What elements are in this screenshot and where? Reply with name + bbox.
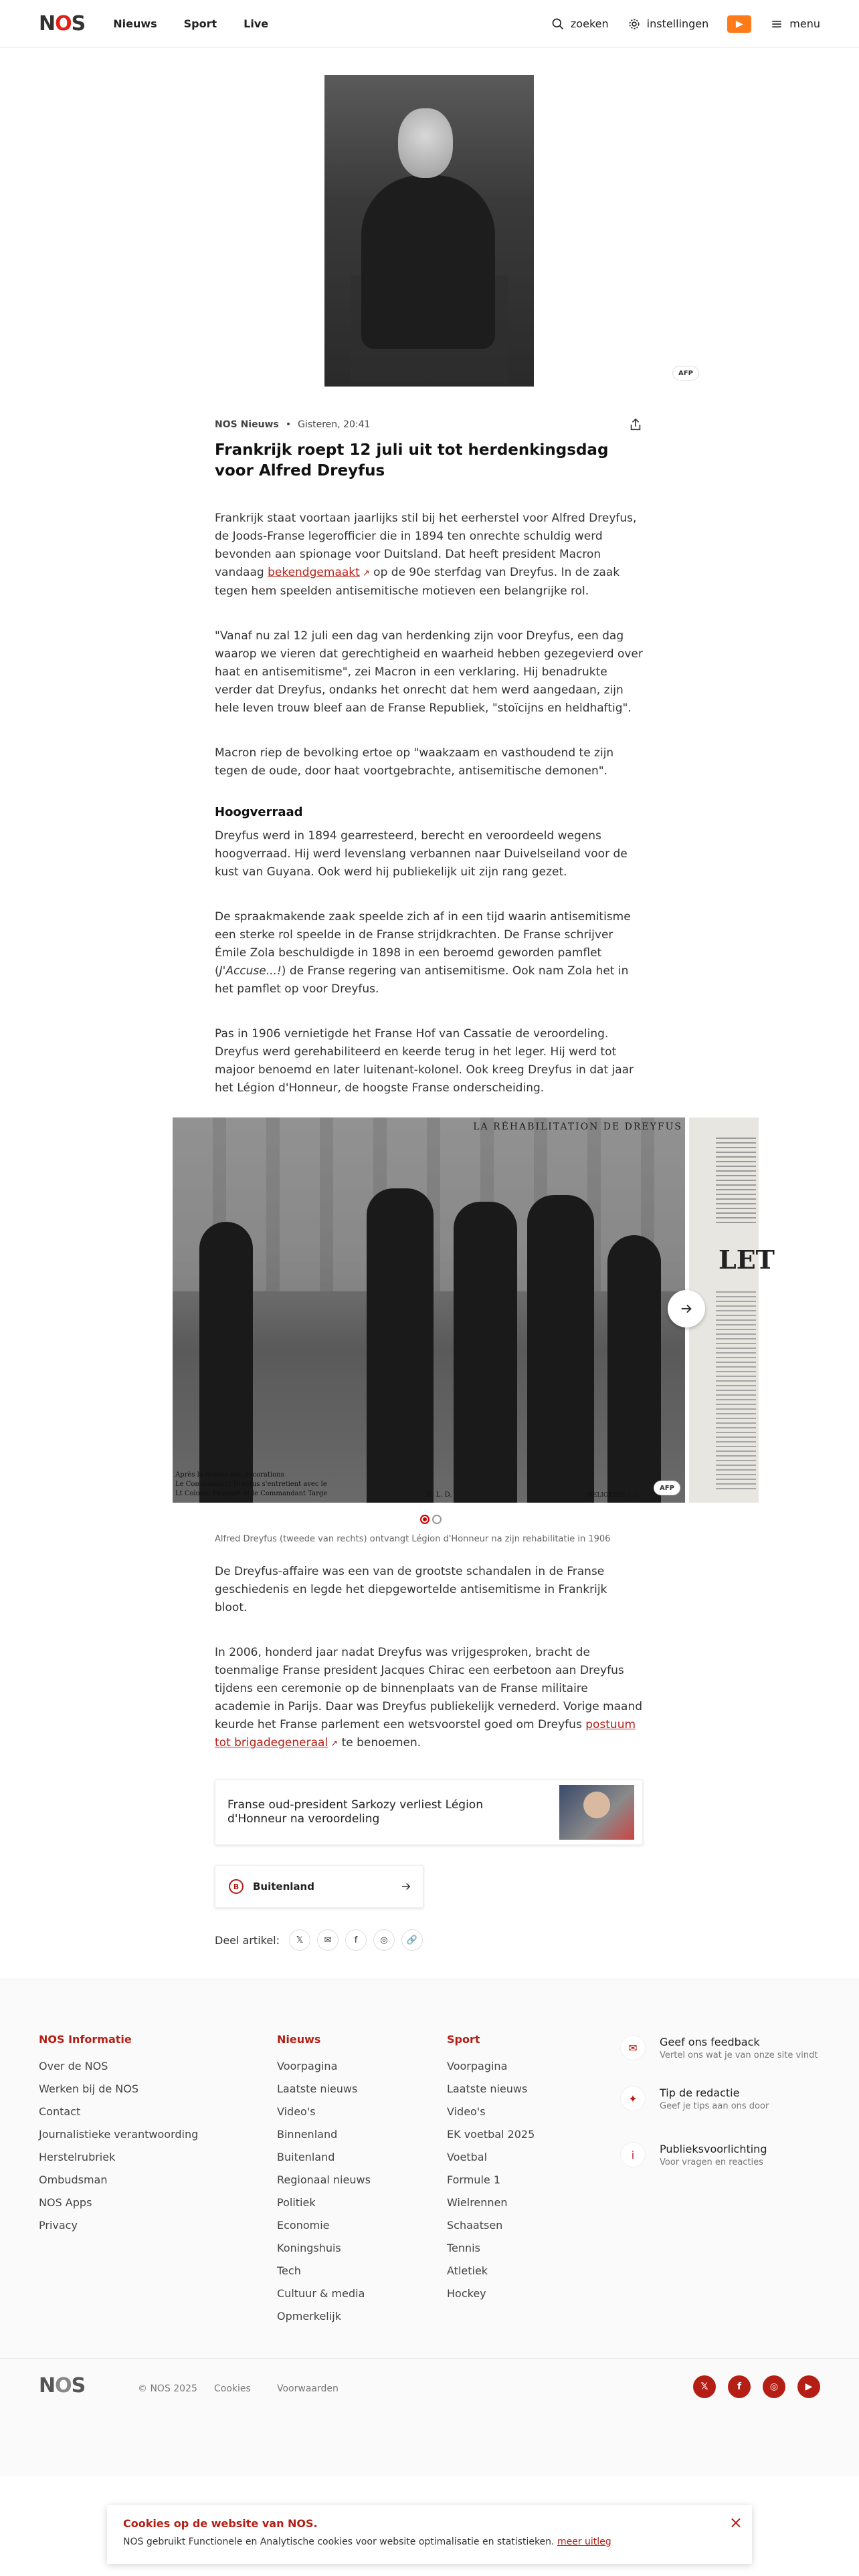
section-heading: Hoogverraad (215, 805, 303, 819)
image-gallery (0, 1117, 859, 1545)
footer-link[interactable]: Economie (277, 2219, 330, 2232)
footer-link[interactable]: Tech (277, 2264, 301, 2277)
copyright: © NOS 2025 (138, 2383, 197, 2394)
hamburger-icon (770, 17, 783, 31)
cookie-body: NOS gebruikt Functionele en Analytische cookies voor website optimalisatie en statistieken. meer uitleg (123, 2537, 611, 2547)
paragraph-7: De Dreyfus-affaire was een van de grootste schandalen in de Franse geschiedenis en legde het diepgewortelde antisemitisme in Frankrijk bloot. (215, 1565, 607, 1614)
footer-link[interactable]: Journalistieke verantwoording (39, 2128, 199, 2141)
youtube-social-icon[interactable]: ▶ (797, 2375, 820, 2398)
article-body-continued (215, 1563, 643, 1953)
feedback-icon: ✉ (621, 2036, 645, 2060)
gallery-caption: Alfred Dreyfus (tweede van rechts) ontvangt Légion d'Honneur na zijn rehabilitatie in 1906 (215, 1534, 611, 1544)
footer-link[interactable]: Over de NOS (39, 2060, 108, 2072)
tag-buitenland[interactable] (215, 1865, 423, 1908)
whatsapp-share-icon[interactable]: ◎ (373, 1929, 395, 1951)
instagram-social-icon[interactable]: ◎ (763, 2375, 785, 2398)
publieksvoorlichting-link[interactable]: i Publieksvoorlichting Voor vragen en reacties (621, 2143, 828, 2168)
footer-logo[interactable]: NOS (39, 2374, 86, 2397)
footer-link[interactable]: EK voetbal 2025 (447, 2128, 535, 2141)
share-bar (215, 1927, 643, 1953)
footer-link[interactable]: Video's (277, 2105, 316, 2118)
gallery-next-button[interactable] (668, 1290, 705, 1327)
globe-icon: B (229, 1879, 244, 1894)
cookie-more-link[interactable]: meer uitleg (557, 2537, 611, 2547)
footer-link[interactable]: Opmerkelijk (277, 2310, 341, 2323)
gallery-pagination (420, 1515, 442, 1524)
article-body (215, 415, 643, 1097)
paragraph-6: Pas in 1906 vernietigde het Franse Hof van Cassatie de veroordeling. Dreyfus werd gerehabiliteerd en keerde terug in het leger. Hij werd tot majoor benoemd en later luitenant-kolonel. Ook kreeg Dreyfus in dat jaar het Légion d'Honneur, de hoogste Franse onderscheiding. (215, 1027, 634, 1095)
footer-link[interactable]: Politiek (277, 2196, 316, 2209)
article-time: Gisteren, 20:41 (298, 419, 371, 430)
related-article-thumbnail (559, 1785, 634, 1840)
settings-label: instellingen (646, 17, 709, 30)
footer-link[interactable]: Voorpagina (277, 2060, 338, 2072)
arrow-right-icon (679, 1301, 694, 1316)
mail-share-icon[interactable]: ✉ (317, 1929, 339, 1951)
slide2-headline: LET (719, 1245, 775, 1275)
feedback-link[interactable]: ✉ Geef ons feedback Vertel ons wat je van onze site vindt (621, 2036, 828, 2061)
footer-cookies-link[interactable]: Cookies (214, 2383, 251, 2394)
settings-button[interactable] (628, 17, 709, 31)
footer-link[interactable]: Hockey (447, 2287, 486, 2300)
hero-credit-badge: AFP (673, 366, 698, 380)
footer-link[interactable]: Laatste nieuws (447, 2082, 528, 2095)
external-link-icon: ↗ (359, 568, 370, 578)
footer-link[interactable]: Contact (39, 2105, 81, 2118)
gallery-credit-badge: AFP (654, 1481, 680, 1495)
footer-link[interactable]: Voetbal (447, 2151, 488, 2163)
share-icon[interactable] (628, 417, 643, 432)
gallery-slide-1[interactable]: LA RÉHABILITATION DE DREYFUS Après la remise des décorations Le Commandant Dreyfus s'entretient avec le Lt Colonel Picquart et le Commandant Targe E. L. D. HELIOTYPE, L.L. (173, 1117, 685, 1503)
external-link-icon: ↗ (328, 1739, 339, 1749)
footer-link[interactable]: Herstelrubriek (39, 2151, 116, 2163)
footer-col-nos-informatie: NOS Informatie Over de NOS Werken bij de NOS Contact Journalistieke verantwoording Herstelrubriek Ombudsman NOS Apps Privacy (39, 2033, 198, 2237)
footer-link[interactable]: Laatste nieuws (277, 2082, 358, 2095)
footer-link[interactable]: Koningshuis (277, 2242, 341, 2254)
site-footer (0, 1979, 859, 2476)
search-button[interactable] (551, 17, 609, 31)
menu-label: menu (789, 17, 820, 30)
footer-link[interactable]: Buitenland (277, 2151, 335, 2163)
footer-link[interactable]: Video's (447, 2105, 486, 2118)
slide-caption-text: Après la remise des décorations Le Commandant Dreyfus s'entretient avec le Lt Colonel Picquart et le Commandant Targe (175, 1471, 328, 1497)
related-article-title: Franse oud-president Sarkozy verliest Légion d'Honneur na veroordeling (227, 1798, 483, 1826)
footer-link[interactable]: Wielrennen (447, 2196, 508, 2209)
footer-link[interactable]: Cultuur & media (277, 2287, 365, 2300)
article-title: Frankrijk roept 12 juli uit tot herdenkingsdag voor Alfred Dreyfus (215, 441, 609, 479)
gallery-dot-2[interactable] (432, 1515, 442, 1524)
nos-logo[interactable]: NOS (39, 12, 86, 35)
paragraph-1: Frankrijk staat voortaan jaarlijks stil bij het eerherstel voor Alfred Dreyfus, de Joods-Franse legerofficier die in 1894 ten onrechte schuldig werd bevonden aan spionage voor Duitsland. Dat heeft president Macron vandaag bekendgemaakt ↗ op de 90e sterfdag van Dreyfus. In de zaak tegen hem speelden antisemitische motieven een belangrijke rol. (215, 512, 637, 598)
footer-link[interactable]: Voorpagina (447, 2060, 508, 2072)
hero-section (0, 48, 859, 396)
footer-link[interactable]: Tennis (447, 2242, 480, 2254)
footer-link[interactable]: Formule 1 (447, 2173, 500, 2186)
nav-nieuws[interactable]: Nieuws (113, 17, 157, 30)
nav-live[interactable]: Live (244, 17, 269, 30)
paragraph-2: "Vanaf nu zal 12 juli een dag van herdenking zijn voor Dreyfus, een dag waarop we vieren dat gerechtigheid en waarheid hebben gezegevierd over haat en antisemitisme", zei Macron in een verklaring. Hij benadrukte verder dat Dreyfus, ondanks het onrecht dat hem werd aangedaan, zijn hele leven trouw bleef aan de Franse Republiek, "stoïcijns en heldhaftig". (215, 629, 643, 715)
footer-link[interactable]: NOS Apps (39, 2196, 92, 2209)
footer-link[interactable]: Atletiek (447, 2264, 488, 2277)
footer-col-nieuws: Nieuws Voorpagina Laatste nieuws Video's Binnenland Buitenland Regionaal nieuws Politiek Economie Koningshuis Tech Cultuur & media Opmerkelijk (277, 2033, 371, 2328)
lightbulb-icon: ✦ (621, 2086, 645, 2111)
link-postuum[interactable]: postuum tot brigadegeneraal (215, 1718, 636, 1749)
footer-link[interactable]: Schaatsen (447, 2219, 503, 2232)
article-meta: NOS Nieuws • Gisteren, 20:41 (215, 415, 643, 435)
footer-link[interactable]: Privacy (39, 2219, 78, 2232)
link-share-icon[interactable]: 🔗 (401, 1929, 423, 1951)
paragraph-4: Dreyfus werd in 1894 gearresteerd, berecht en veroordeeld wegens hoogverraad. Hij werd levenslang verbannen naar Duivelseiland voor de kust van Guyana. Ook werd hij publiekelijk uit zijn rang gezet. (215, 829, 628, 879)
facebook-social-icon[interactable]: f (728, 2375, 751, 2398)
footer-link[interactable]: Werken bij de NOS (39, 2082, 139, 2095)
gallery-dot-1[interactable] (420, 1515, 430, 1524)
paragraph-5: De spraakmakende zaak speelde zich af in een tijd waarin antisemitisme een sterke rol speelde in de Franse strijdkrachten. De Franse schrijver Émile Zola beschuldigde in 1898 in een beroemd geworden pamflet (J'Accuse...!) de Franse regering van antisemitisme. Ook nam Zola het in het pamflet op voor Dreyfus. (215, 910, 631, 996)
gear-icon (628, 17, 641, 31)
hero-image (324, 75, 534, 387)
tip-redactie-link[interactable]: ✦ Tip de redactie Geef je tips aan ons door (621, 2086, 828, 2112)
x-share-icon[interactable]: 𝕏 (289, 1929, 310, 1951)
search-label: zoeken (570, 17, 609, 30)
paragraph-8: In 2006, honderd jaar nadat Dreyfus was vrijgesproken, bracht de toenmalige Franse president Jacques Chirac een eerbetoon aan Dreyfus tijdens een ceremonie op de binnenplaats van de Franse militaire academie in Parijs. Daar was Dreyfus publiekelijk vernederd. Vorige maand keurde het Franse parlement een wetsvoorstel goed om Dreyfus postuum tot brigadegeneraal ↗ te benoemen. (215, 1646, 643, 1749)
x-social-icon[interactable]: 𝕏 (693, 2375, 716, 2398)
footer-link[interactable]: Binnenland (277, 2128, 338, 2141)
nav-sport[interactable]: Sport (183, 17, 217, 30)
paragraph-3: Macron riep de bevolking ertoe op "waakzaam en vasthoudend te zijn tegen de oude, door haat voortgebrachte, antisemitische demonen". (215, 746, 614, 778)
slide-top-text: LA RÉHABILITATION DE DREYFUS (473, 1121, 682, 1132)
site-header (0, 0, 859, 48)
link-bekendgemaakt[interactable]: bekendgemaakt (268, 566, 360, 579)
share-label: Deel artikel: (215, 1933, 280, 1947)
menu-button[interactable] (770, 17, 820, 31)
footer-col-sport: Sport Voorpagina Laatste nieuws Video's EK voetbal 2025 Voetbal Formule 1 Wielrennen Schaatsen Tennis Atletiek Hockey (447, 2033, 535, 2305)
footer-link[interactable]: Regionaal nieuws (277, 2173, 371, 2186)
cookie-banner (107, 2505, 752, 2564)
footer-terms-link[interactable]: Voorwaarden (277, 2383, 339, 2394)
related-article-card[interactable] (215, 1780, 643, 1845)
arrow-right-icon (400, 1881, 412, 1893)
npo-badge-icon[interactable]: ▶ (727, 15, 751, 33)
main-nav (113, 17, 268, 30)
header-actions (551, 15, 820, 33)
search-icon (551, 17, 565, 31)
facebook-share-icon[interactable]: f (345, 1929, 367, 1951)
info-icon: i (621, 2143, 645, 2167)
article-source: NOS Nieuws (215, 419, 279, 430)
cookie-title: Cookies op de website van NOS. (123, 2517, 318, 2530)
close-icon[interactable]: × (729, 2513, 743, 2532)
tag-label: Buitenland (253, 1881, 314, 1893)
footer-link[interactable]: Ombudsman (39, 2173, 108, 2186)
